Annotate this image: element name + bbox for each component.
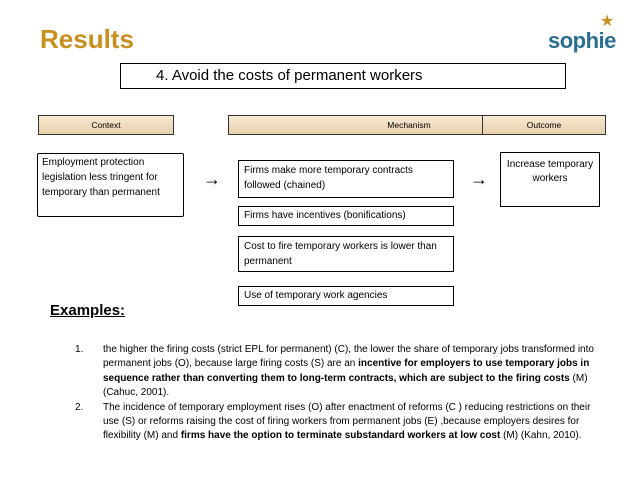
outcome-box: Increase temporary workers	[500, 152, 600, 207]
item-emphasis: incentive for employers to use temporary jobs in sequence rather than converting them to long-term contracts, which are subject to the firing costs	[103, 358, 590, 384]
item-emphasis: firms have the option to terminate substandard workers at low cost	[180, 430, 501, 442]
logo-text: sophie	[548, 28, 616, 53]
mechanism-box: Firms make more temporary contracts followed (chained)	[238, 160, 454, 198]
examples-list	[75, 343, 595, 444]
star-icon: ★	[600, 13, 615, 30]
outcome-header: Outcome	[482, 115, 606, 135]
mechanism-header: Mechanism	[228, 115, 590, 135]
mechanism-box: Use of temporary work agencies	[238, 286, 454, 306]
mechanism-box: Firms have incentives (bonifications)	[238, 206, 454, 226]
item-number: 1.	[75, 344, 84, 355]
mechanism-box: Cost to fire temporary workers is lower than permanent	[238, 236, 454, 272]
list-item	[75, 401, 595, 444]
arrow-right-icon: →	[203, 169, 221, 189]
item-text: The incidence of temporary employment rises (O) after enactment of reforms (C ) reducing restrictions on their use (S) or reforms raising the cost of firing workers from permanent jobs (E) ,because employers desires for flexibility (M) and firms have the option to terminate substandard workers at low cost (M) (Kahn, 2010).	[103, 401, 591, 442]
examples-heading: Examples:	[50, 302, 126, 319]
item-text: the higher the firing costs (strict EPL for permanent) (C), the lower the share of temporary jobs transformed into permanent jobs (O), because large firing costs (S) are an incentive for employers to use temporary jobs in sequence rather than converting them to long-term contracts, which are subject to the firing costs (M) (Cahuc, 2001).	[103, 344, 594, 399]
context-header: Context	[38, 115, 174, 135]
sophie-logo	[548, 13, 628, 53]
slide-subtitle: 4. Avoid the costs of permanent workers	[120, 63, 566, 89]
list-item	[75, 343, 595, 401]
context-box: Employment protection legislation less tringent for temporary than permanent	[37, 153, 184, 217]
item-number: 2.	[75, 401, 84, 413]
arrow-right-icon: →	[470, 169, 488, 189]
slide-title: Results	[40, 24, 134, 54]
